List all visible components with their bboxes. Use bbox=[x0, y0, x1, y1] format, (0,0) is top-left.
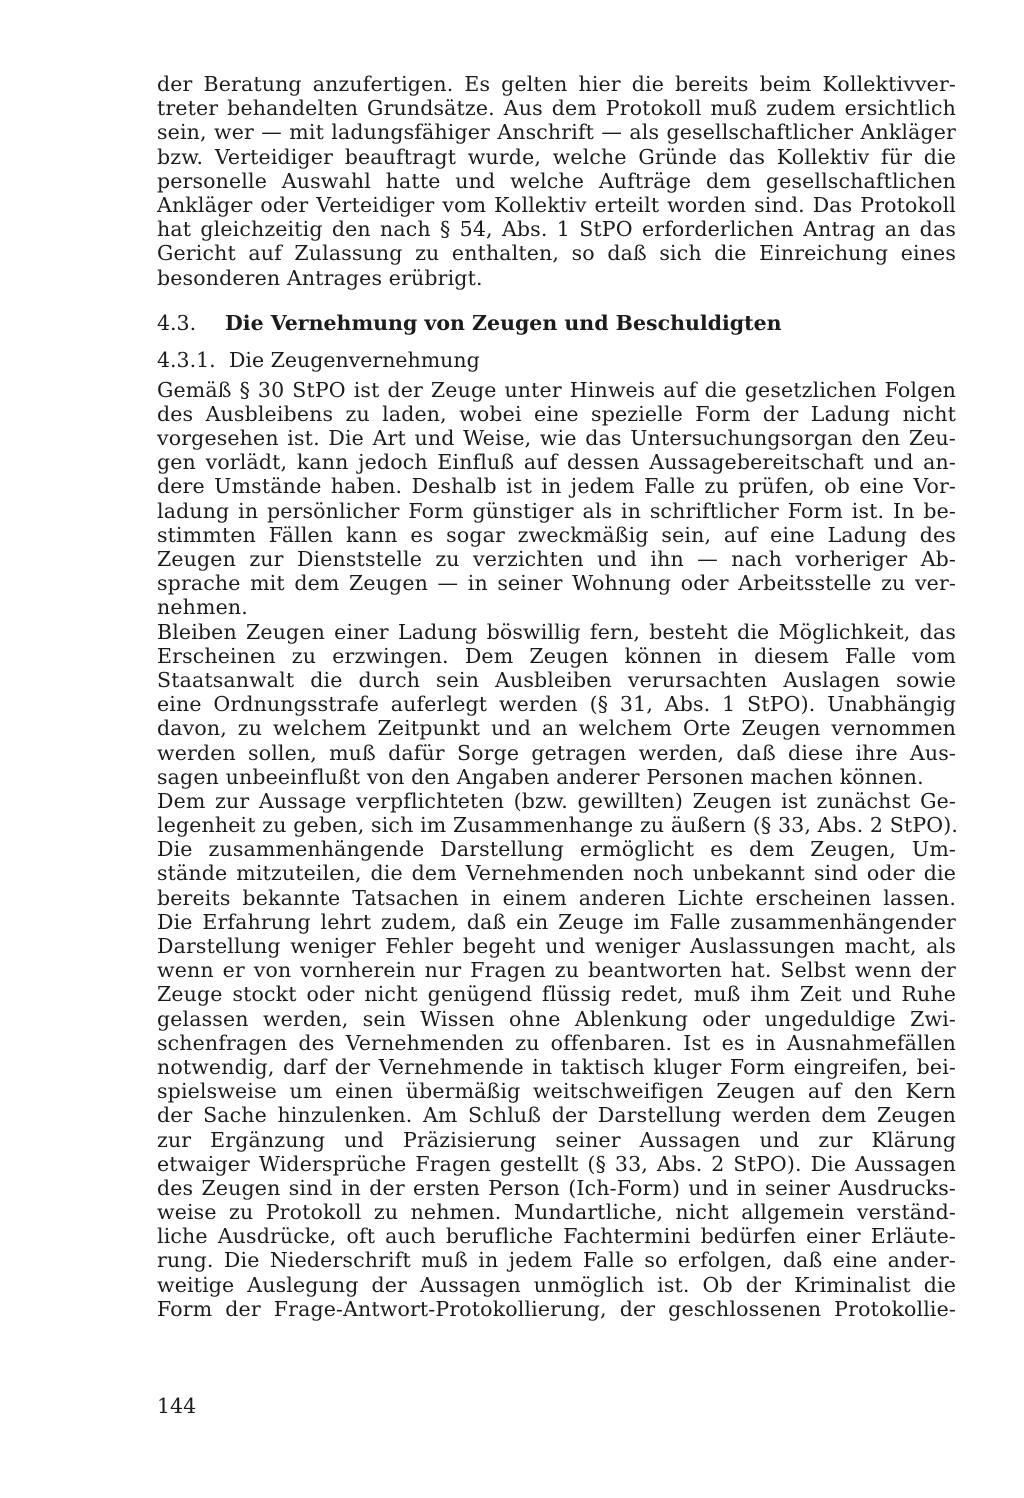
text-line: bzw. Verteidiger beauftragt wurde, welche Gründe das Kollektiv für die bbox=[157, 144, 956, 169]
text-line: der Beratung anzufertigen. Es gelten hier die bereits beim Kollektivver- bbox=[157, 72, 956, 96]
text-line: Darstellung weniger Fehler begeht und weniger Auslassungen macht, als bbox=[157, 934, 956, 958]
text-line: Zeuge stockt oder nicht genügend flüssig redet, muß ihm Zeit und Ruhe bbox=[157, 982, 956, 1007]
text-line: treter behandelten Grundsätze. Aus dem Protokoll muß zudem ersichtlich bbox=[157, 96, 956, 121]
text-line: sein, wer — mit ladungsfähiger Anschrift — als gesellschaftlicher Ankläger bbox=[157, 120, 956, 145]
text-line: vorgesehen ist. Die Art und Weise, wie das Untersuchungsorgan den Zeu- bbox=[157, 426, 956, 451]
text-line: Gemäß § 30 StPO ist der Zeuge unter Hinweis auf die gesetzlichen Folgen bbox=[157, 377, 956, 402]
text-line: personelle Auswahl hatte und welche Aufträge dem gesellschaftlichen bbox=[157, 168, 956, 193]
text-line: Die zusammenhängende Darstellung ermöglicht es dem Zeugen, Um- bbox=[157, 837, 956, 862]
subsection-heading bbox=[157, 348, 956, 372]
text-line: gelassen werden, sein Wissen ohne Ablenkung oder ungeduldige Zwi- bbox=[157, 1006, 956, 1031]
text-line: ladung in persönlicher Form günstiger als in schriftlicher Form ist. In be- bbox=[157, 498, 956, 523]
text-line: nehmen. bbox=[157, 595, 248, 620]
text-line: werden sollen, muß dafür Sorge getragen werden, daß diese ihre Aus- bbox=[157, 740, 956, 765]
text-line: des Zeugen sind in der ersten Person (Ich-Form) und in seiner Ausdrucks- bbox=[157, 1175, 956, 1200]
text-line: der Sache hinzulenken. Am Schluß der Darstellung werden dem Zeugen bbox=[157, 1103, 956, 1128]
text-line: dere Umstände haben. Deshalb ist in jedem Falle zu prüfen, ob eine Vor- bbox=[157, 474, 956, 499]
text-line: sprache mit dem Zeugen — in seiner Wohnung oder Arbeitsstelle zu ver- bbox=[157, 571, 956, 596]
text-line: sagen unbeeinflußt von den Angaben anderer Personen machen können. bbox=[157, 764, 924, 789]
subsection-title: Die Zeugenvernehmung bbox=[229, 347, 480, 372]
paragraph-absence bbox=[157, 620, 956, 789]
text-line: zur Ergänzung und Präzisierung seiner Aussagen und zur Klärung bbox=[157, 1127, 956, 1152]
text-line: davon, zu welchem Zeitpunkt und an welchem Orte Zeugen vernommen bbox=[157, 716, 956, 741]
text-line: bereits bekannte Tatsachen in einem anderen Lichte erscheinen lassen. bbox=[157, 885, 956, 910]
text-line: rung. Die Niederschrift muß in jedem Falle so erfolgen, daß eine ander- bbox=[157, 1248, 956, 1273]
text-line: weise zu Protokoll zu nehmen. Mundartliche, nicht allgemein verständ- bbox=[157, 1200, 956, 1225]
text-line: Ankläger oder Verteidiger vom Kollektiv erteilt worden sind. Das Protokoll bbox=[157, 192, 956, 217]
page-body bbox=[157, 72, 959, 1321]
text-line: Erscheinen zu erzwingen. Dem Zeugen können in diesem Falle vom bbox=[157, 643, 956, 668]
text-line: spielsweise um einen übermäßig weitschweifigen Zeugen auf den Kern bbox=[157, 1079, 956, 1104]
text-line: hat gleichzeitig den nach § 54, Abs. 1 StPO erforderlichen Antrag an das bbox=[157, 217, 956, 242]
text-line: weitige Auslegung der Aussagen unmöglich ist. Ob der Kriminalist die bbox=[157, 1272, 956, 1297]
text-line: etwaiger Widersprüche Fragen gestellt (§ 33, Abs. 2 StPO). Die Aussagen bbox=[157, 1151, 956, 1176]
text-line: Staatsanwalt die durch sein Ausbleiben verursachten Auslagen sowie bbox=[157, 667, 956, 692]
text-line: liche Ausdrücke, oft auch berufliche Fachtermini bedürfen einer Erläute- bbox=[157, 1224, 956, 1249]
section-heading bbox=[157, 311, 956, 335]
text-line: schenfragen des Vernehmenden zu offenbaren. Ist es in Ausnahmefällen bbox=[157, 1030, 956, 1055]
text-line: Dem zur Aussage verpflichteten (bzw. gewillten) Zeugen ist zunächst Ge- bbox=[157, 788, 956, 813]
text-line: des Ausbleibens zu laden, wobei eine spezielle Form der Ladung nicht bbox=[157, 401, 956, 426]
text-line: eine Ordnungsstrafe auferlegt werden (§ 31, Abs. 1 StPO). Unabhängig bbox=[157, 692, 956, 717]
text-line: Form der Frage-Antwort-Protokollierung, der geschlossenen Protokollie- bbox=[157, 1296, 956, 1321]
text-line: gen vorlädt, kann jedoch Einfluß auf dessen Aussagebereitschaft und an- bbox=[157, 450, 956, 475]
text-line: Die Erfahrung lehrt zudem, daß ein Zeuge im Falle zusammenhängender bbox=[157, 909, 956, 934]
text-line: Gericht auf Zulassung zu enthalten, so daß sich die Einreichung eines bbox=[157, 241, 956, 266]
text-line: wenn er von vornherein nur Fragen zu beantworten hat. Selbst wenn der bbox=[157, 958, 956, 983]
subsection-number: 4.3.1. bbox=[157, 347, 216, 372]
text-line: stände mitzuteilen, die dem Vernehmenden noch unbekannt sind oder die bbox=[157, 861, 956, 886]
section-title: Die Vernehmung von Zeugen und Beschuldigten bbox=[225, 310, 782, 335]
paragraph-summons bbox=[157, 378, 956, 620]
text-line: notwendig, darf der Vernehmende in taktisch kluger Form eingreifen, bei- bbox=[157, 1054, 956, 1079]
text-line: besonderen Antrages erübrigt. bbox=[157, 265, 483, 290]
page-number: 144 bbox=[157, 1394, 197, 1418]
text-line: Zeugen zur Dienststelle zu verzichten und ihn — nach vorheriger Ab- bbox=[157, 547, 956, 571]
section-number: 4.3. bbox=[157, 310, 197, 335]
paragraph-testimony bbox=[157, 788, 959, 1321]
text-line: stimmten Fällen kann es sogar zweckmäßig sein, auf eine Ladung des bbox=[157, 522, 956, 547]
text-line: Bleiben Zeugen einer Ladung böswillig fern, besteht die Möglichkeit, das bbox=[157, 619, 956, 644]
paragraph-continued bbox=[157, 72, 956, 290]
text-line: legenheit zu geben, sich im Zusammenhange zu äußern (§ 33, Abs. 2 StPO). bbox=[157, 813, 959, 838]
